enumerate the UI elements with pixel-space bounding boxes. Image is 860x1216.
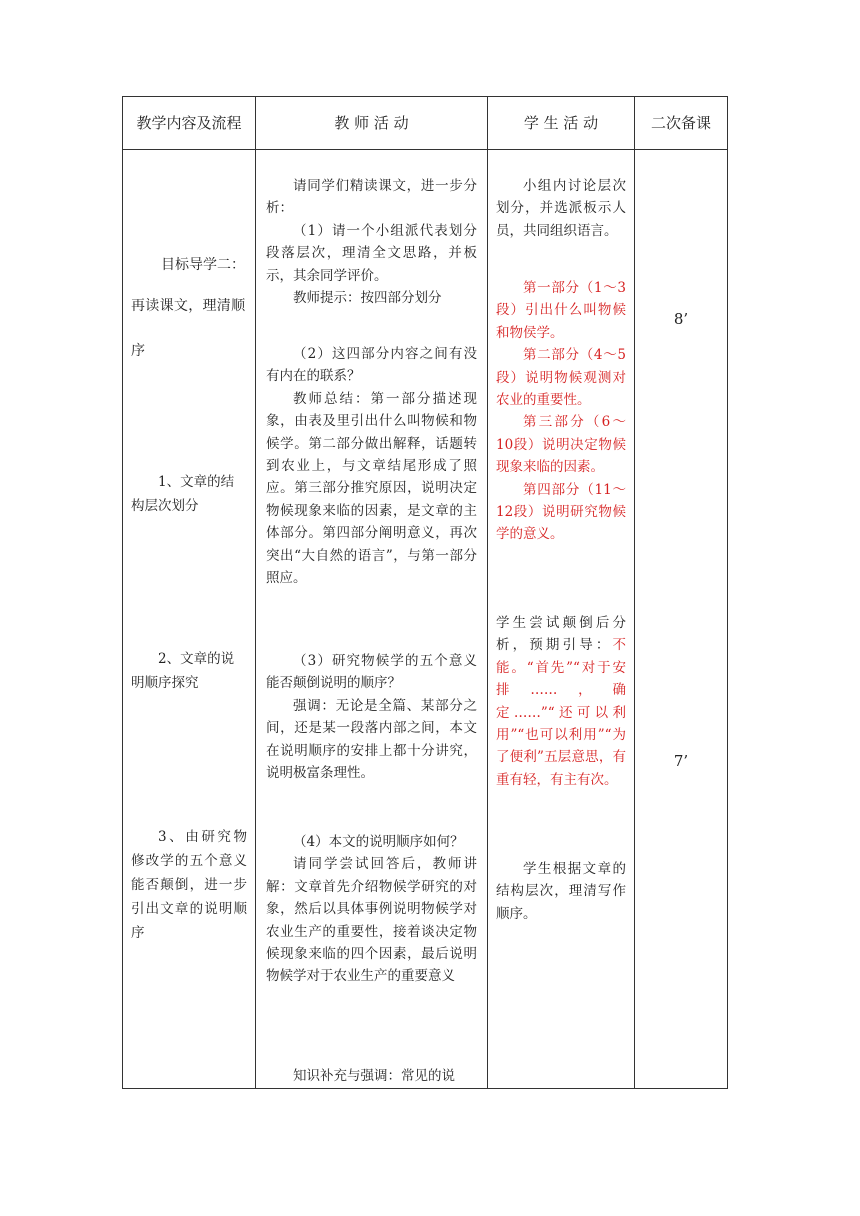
header-student-activity: 学 生 活 动	[488, 97, 635, 150]
student-activity-cell	[488, 150, 635, 1089]
header-row	[123, 97, 728, 150]
time-allocation-1: 8’	[673, 310, 689, 328]
time-allocation-2: 7’	[673, 752, 689, 770]
teacher-question-3: （3）研究物候学的五个意义能否颠倒说明的顺序？	[266, 653, 477, 692]
header-content-flow: 教学内容及流程	[123, 97, 256, 150]
header-second-prep: 二次备课	[635, 97, 728, 150]
teacher-question-1: （1）请一个小组派代表划分段落层次，理清全文思路，并板示，其余同学评价。	[266, 222, 477, 284]
second-prep-cell	[635, 150, 728, 1089]
student-part-4: 第四部分（11～12段）说明研究物候学的意义。	[496, 481, 626, 543]
body-row	[123, 150, 728, 1089]
header-teacher-activity: 教 师 活 动	[256, 97, 488, 150]
student-try-reverse: 学生尝试颠倒后分析，预期引导：	[496, 615, 626, 654]
step-structure: 1、文章的结构层次划分	[131, 474, 235, 514]
lesson-plan-table	[122, 96, 728, 1089]
step-order: 2、文章的说明顺序探究	[131, 651, 235, 691]
step-five-meanings: 3、由研究物修改学的五个意义能否颠倒，进一步引出文章的说明顺序	[131, 829, 247, 941]
teacher-summary: 教师总结：第一部分描述现象，由表及里引出什么叫物候和物候学。第二部分做出解释，话题转到农业上，与文章结尾形成了照应。第三部分推究原因，说明决定物候现象来临的因素，是文章的主体部分。第四部分阐明意义，再次突出“大自然的语言”，与第一部分照应。	[266, 390, 477, 587]
goal-subtitle-line2: 序	[131, 343, 145, 359]
teacher-question-2: （2）这四部分内容之间有没有内在的联系？	[266, 346, 477, 385]
teacher-question-4: （4）本文的说明顺序如何？	[293, 834, 464, 850]
teacher-hint: 教师提示：按四部分划分	[293, 290, 442, 307]
student-part-2: 第二部分（4～5段）说明物候观测对农业的重要性。	[496, 347, 626, 409]
goal-subtitle-line1: 再读课文，理清顺	[131, 298, 246, 314]
teacher-supplement: 知识补充与强调：常见的说	[293, 1068, 455, 1084]
student-part-1: 第一部分（1～3段）引出什么叫物候和物侯学。	[496, 280, 626, 341]
student-expected-answer: 不能。“首先”“对于安排……，确定……”“还可以利用”“也可以利用”“为了便利”五层意思，有重有轻，有主有次。	[496, 637, 626, 788]
student-part-3: 第三部分（6～10段）说明决定物候现象来临的因素。	[496, 414, 626, 476]
student-order: 学生根据文章的结构层次，理清写作顺序。	[496, 861, 626, 922]
teacher-explanation: 请同学尝试回答后，教师讲解：文章首先介绍物候学研究的对象，然后以具体事例说明物候学对农业生产的重要性，接着谈决定物候现象来临的四个因素，最后说明物候学对于农业生产的重要意义	[266, 856, 477, 985]
teacher-emphasis: 强调：无论是全篇、某部分之间，还是某一段落内部之间，本文在说明顺序的安排上都十分讲究，说明极富条理性。	[266, 697, 477, 782]
student-discussion: 小组内讨论层次划分，并选派板示人员，共同组织语言。	[496, 178, 626, 239]
teacher-intro: 请同学们精读课文，进一步分析：	[266, 178, 477, 217]
goal-title: 目标导学二：	[161, 257, 245, 273]
content-flow-cell	[123, 150, 256, 1089]
teacher-activity-cell	[256, 150, 488, 1089]
